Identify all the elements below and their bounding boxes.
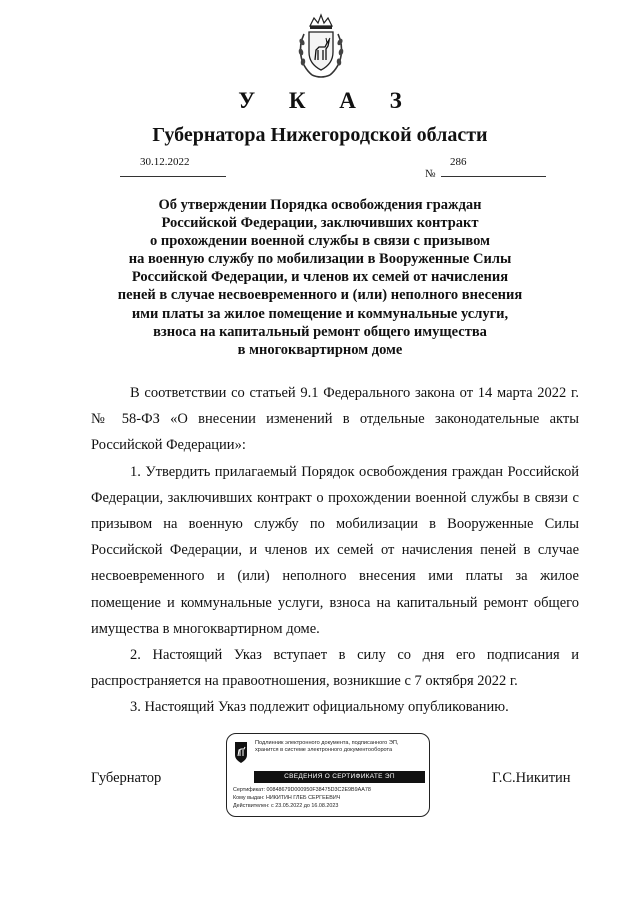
heading-line: Об утверждении Порядка освобождения граждан: [158, 197, 482, 213]
body-paragraph-item-2: 2. Настоящий Указ вступает в силу со дня его подписания и распространяется на правоотношения, возникшие с 7 октября 2022 г.: [91, 647, 579, 690]
date-underline: [120, 176, 226, 177]
heading-line: на военную службу по мобилизации в Вооруженные Силы: [128, 251, 512, 268]
heading-line: взноса на капитальный ремонт общего имущества: [153, 323, 487, 340]
certificate-caption-line: Подлинник электронного документа, подписанного ЭП,: [255, 740, 399, 746]
region-logo-icon: [233, 740, 249, 764]
decree-body: [91, 380, 579, 721]
heading-line: в многоквартирном доме: [237, 341, 403, 358]
electronic-signature-stamp: [226, 733, 430, 817]
decree-number: 286: [450, 156, 467, 168]
certificate-validity: Действителен: с 23.05.2022 до 16.08.2023: [233, 803, 339, 810]
decree-issuer: Губернатора Нижегородской области: [152, 124, 488, 146]
certificate-banner: СВЕДЕНИЯ О СЕРТИФИКАТЕ ЭП: [254, 771, 425, 783]
body-paragraph-preamble: В соответствии со статьей 9.1 Федерального закона от 14 марта 2022 г. № 58-ФЗ «О внесении изменений в отдельные законодательные акты Российской Федерации»:: [91, 385, 579, 454]
heading-line: ими платы за жилое помещение и коммунальные услуги,: [131, 305, 509, 322]
decree-heading: [100, 196, 540, 359]
number-underline: [441, 176, 546, 177]
heading-line: Российской Федерации, заключивших контракт: [161, 215, 479, 232]
coat-of-arms-emblem: [296, 12, 346, 80]
signer-name: Г.С.Никитин: [492, 770, 571, 786]
heading-line: Российской Федерации, и членов их семей от начисления: [131, 269, 509, 286]
body-paragraph-item-3: 3. Настоящий Указ подлежит официальному опубликованию.: [130, 699, 509, 716]
heading-line: пеней в случае несвоевременного и (или) неполного внесения: [117, 287, 523, 304]
certificate-details: [233, 786, 425, 811]
certificate-caption: [255, 740, 427, 754]
certificate-owner: Кому выдан: НИКИТИН ГЛЕБ СЕРГЕЕВИЧ: [233, 795, 341, 802]
certificate-caption-line: хранится в системе электронного документооборота: [255, 747, 393, 753]
heading-line: о прохождении военной службы в связи с призывом: [150, 233, 490, 250]
decree-title: У К А З: [238, 88, 416, 113]
certificate-serial: Сертификат: 00848679D000950F38475D3C2E9B9AA78: [233, 787, 371, 793]
number-label: №: [425, 168, 436, 180]
body-paragraph-item-1: 1. Утвердить прилагаемый Порядок освобождения граждан Российской Федерации, заключивших контракт о прохождении военной службы в связи с призывом на военную службу по мобилизации в Вооруженные Силы Российской Федерации, и членов их семей от начисления пеней в случае несвоевременного и (или) неполного внесения ими платы за жилое помещение и коммунальные услуги, взноса на капитальный ремонт общего имущества в многоквартирном доме.: [91, 463, 579, 637]
signer-position: Губернатор: [91, 770, 162, 786]
decree-date: 30.12.2022: [140, 156, 190, 168]
